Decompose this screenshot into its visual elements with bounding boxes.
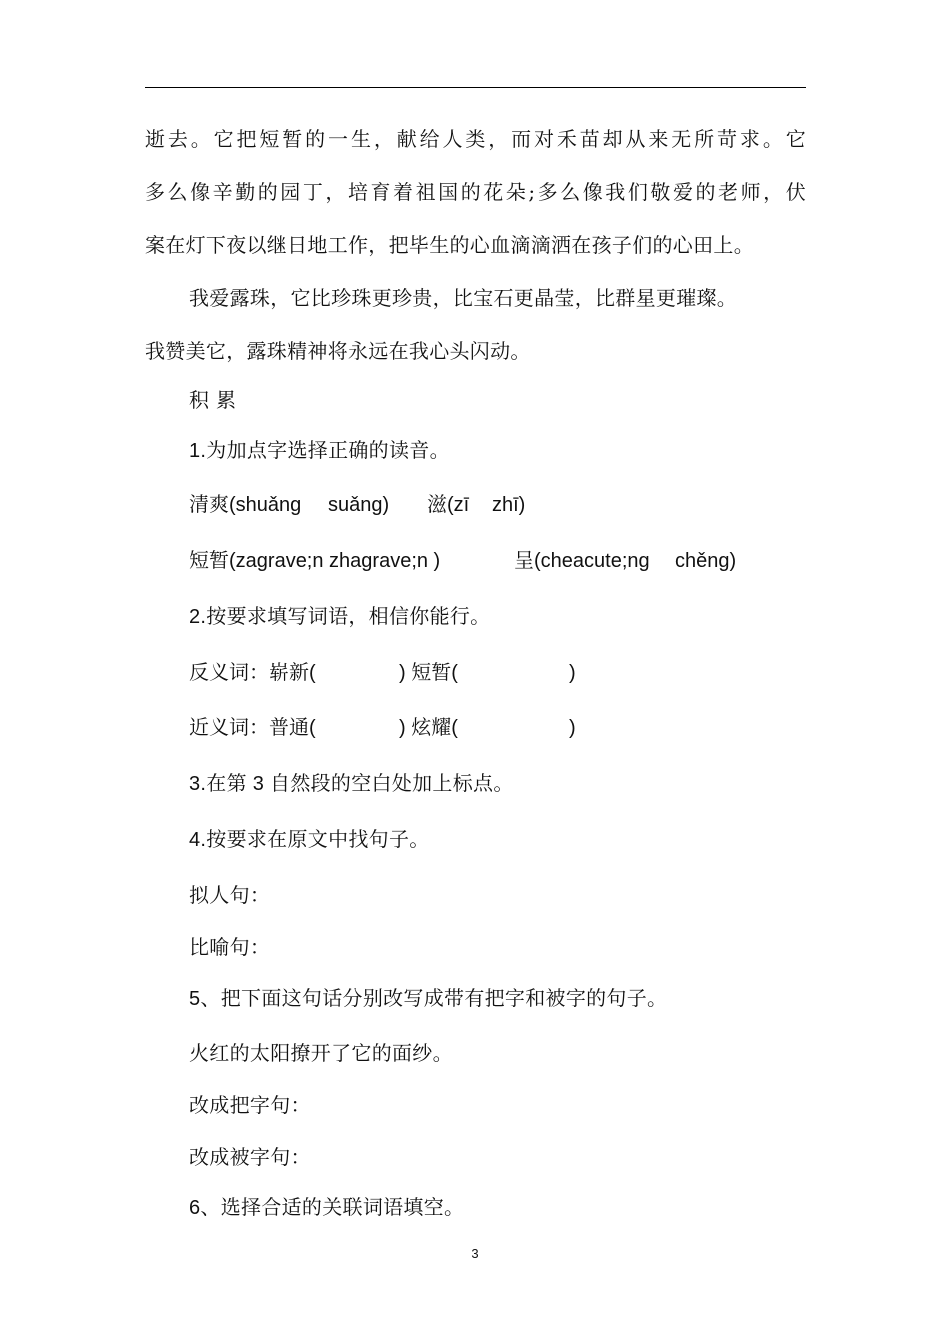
page-number: 3 [471,1246,479,1261]
antonym-label: 反义词：崭新( [189,662,316,684]
pinyin-option: 滋(zī [427,494,470,516]
synonym-blank-end: ) [569,717,576,739]
pinyin-option: suǎng) [328,494,390,516]
ba-sentence-label: 改成把字句： [189,1093,311,1117]
pinyin-option: 清爽(shuǎng [189,494,302,516]
question-6-title: 6、选择合适的关联词语填空。 [189,1197,465,1219]
question-5-title: 5、把下面这句话分别改写成带有把字和被字的句子。 [189,988,668,1010]
antonym-blank-end: ) [569,662,576,684]
bei-sentence-label: 改成被字句： [189,1145,311,1169]
paragraph-line: 我赞美它，露珠精神将永远在我心头闪动。 [145,339,531,363]
pinyin-option: chěng) [675,550,737,572]
question-2-title: 2.按要求填写词语，相信你能行。 [189,606,491,628]
paragraph-line: 逝去。它把短暂的一生，献给人类，而对禾苗却从来无所苛求。它 [145,127,806,151]
paragraph-line: 多么像辛勤的园丁，培育着祖国的花朵;多么像我们敬爱的老师，伏 [145,180,806,204]
paragraph-line: 案在灯下夜以继日地工作，把毕生的心血滴滴洒在孩子们的心田上。 [145,233,754,257]
pinyin-option: 呈(cheacute;ng [514,550,650,572]
question-3-title: 3.在第 3 自然段的空白处加上标点。 [189,773,514,795]
synonym-label: 近义词：普通( [189,717,316,739]
personification-label: 拟人句： [189,883,271,907]
question-1-title: 1.为加点字选择正确的读音。 [189,440,450,462]
question-4-title: 4.按要求在原文中找句子。 [189,829,430,851]
paragraph-line: 我爱露珠，它比珍珠更珍贵，比宝石更晶莹，比群星更璀璨。 [189,286,738,310]
section-title: 积 累 [189,388,237,412]
metaphor-label: 比喻句： [189,935,271,959]
source-sentence: 火红的太阳撩开了它的面纱。 [189,1041,453,1065]
header-rule [145,87,806,88]
pinyin-option: 短暂(zagrave;n zhagrave;n ) [189,550,441,572]
antonym-blank: ) 短暂( [399,662,458,684]
pinyin-option: zhī) [492,494,526,516]
synonym-blank: ) 炫耀( [399,717,458,739]
